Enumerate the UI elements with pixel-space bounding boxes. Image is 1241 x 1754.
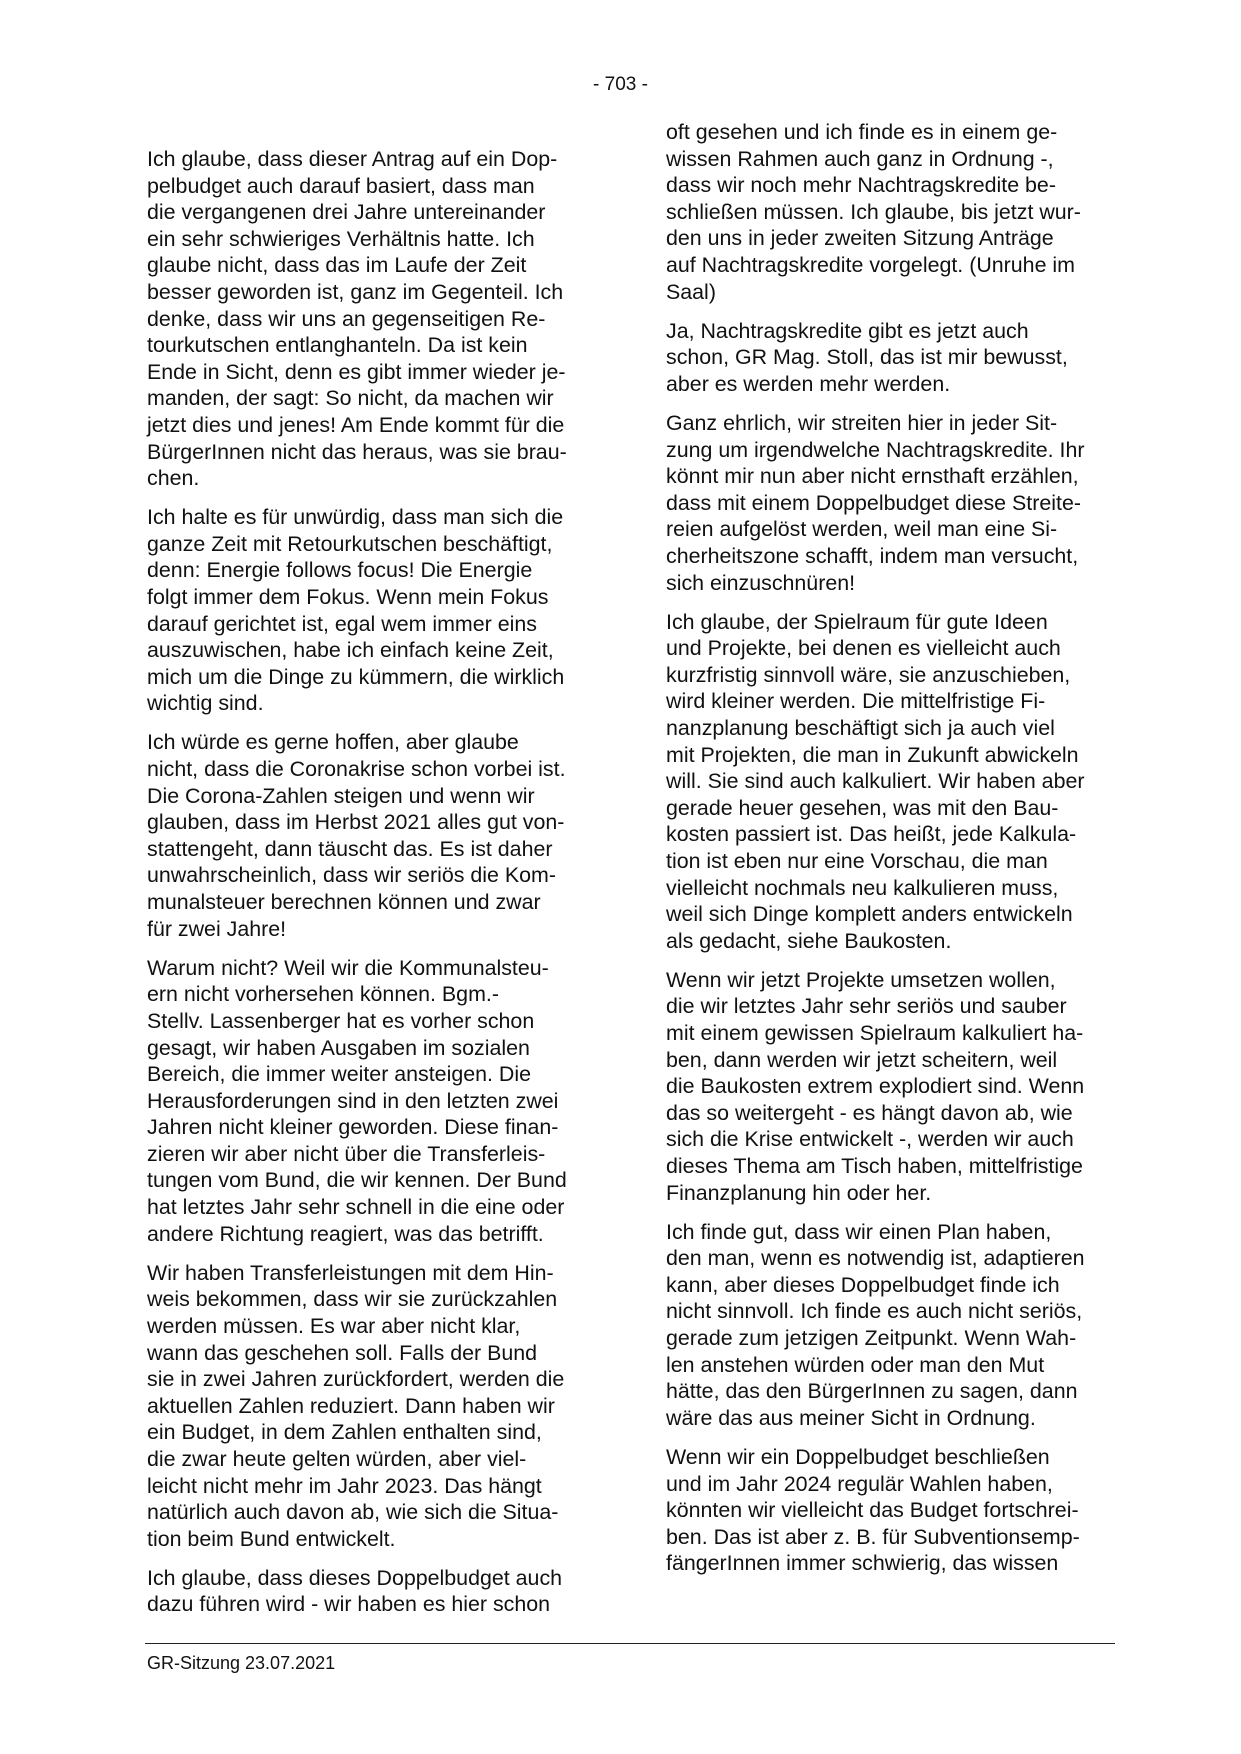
text-line: sich die Krise entwickelt -, werden wir auch: [666, 1127, 1074, 1152]
text-line: wissen Rahmen auch ganz in Ordnung -,: [666, 146, 1054, 171]
text-line: und im Jahr 2024 regulär Wahlen haben,: [666, 1471, 1053, 1496]
paragraph: [147, 146, 597, 492]
paragraph: [666, 609, 1116, 955]
text-line: dass wir noch mehr Nachtragskredite be-: [666, 173, 1056, 198]
paragraph: [666, 318, 1116, 398]
text-line: denn: Energie follows focus! Die Energie: [147, 558, 533, 583]
text-line: will. Sie sind auch kalkuliert. Wir haben aber: [666, 769, 1085, 794]
text-line: kosten passiert ist. Das heißt, jede Kalkula-: [666, 822, 1077, 847]
text-line: nanzplanung beschäftigt sich ja auch viel: [666, 715, 1055, 740]
text-line: Wenn wir ein Doppelbudget beschließen: [666, 1444, 1050, 1469]
text-line: stattengeht, dann täuscht das. Es ist daher: [147, 836, 553, 861]
text-line: Finanzplanung hin oder her.: [666, 1180, 932, 1205]
text-line: tourkutschen entlanghanteln. Da ist kein: [147, 333, 528, 358]
text-line: chen.: [147, 466, 200, 491]
text-line: könnten wir vielleicht das Budget fortschrei-: [666, 1498, 1079, 1523]
text-line: die vergangenen drei Jahre untereinander: [147, 200, 546, 225]
paragraph: [147, 1565, 597, 1618]
text-line: folgt immer dem Fokus. Wenn mein Fokus: [147, 585, 549, 609]
text-line: Ganz ehrlich, wir streiten hier in jeder Sit-: [666, 410, 1058, 435]
text-line: ern nicht vorhersehen können. Bgm.-: [147, 982, 499, 1007]
paragraph: [666, 1444, 1116, 1577]
text-line: gesagt, wir haben Ausgaben im sozialen: [147, 1035, 530, 1060]
text-line: aber es werden mehr werden.: [666, 371, 951, 396]
text-line: mich um die Dinge zu kümmern, die wirklich: [147, 664, 565, 689]
text-line: Bereich, die immer weiter ansteigen. Die: [147, 1062, 532, 1087]
text-line: Ich glaube, dass dieser Antrag auf ein Dop-: [147, 147, 558, 171]
text-line: ein Budget, in dem Zahlen enthalten sind,: [147, 1420, 542, 1445]
text-line: sie in zwei Jahren zurückfordert, werden die: [147, 1367, 565, 1392]
text-line: Ich würde es gerne hoffen, aber glaube: [147, 730, 519, 755]
text-line: zung um irgendwelche Nachtragskredite. Ihr: [666, 437, 1085, 462]
text-line: len anstehen würden oder man den Mut: [666, 1352, 1045, 1377]
text-line: wäre das aus meiner Sicht in Ordnung.: [666, 1405, 1036, 1430]
text-line: ein sehr schwieriges Verhältnis hatte. Ich: [147, 226, 535, 251]
paragraph: [147, 1260, 597, 1553]
text-line: andere Richtung reagiert, was das betrifft.: [147, 1221, 544, 1246]
text-line: natürlich auch davon ab, wie sich die Situa-: [147, 1500, 559, 1525]
paragraph: [147, 729, 597, 942]
text-line: weil sich Dinge komplett anders entwickeln: [666, 902, 1073, 927]
text-line: denke, dass wir uns an gegenseitigen Re-: [147, 306, 546, 331]
text-line: werden müssen. Es war aber nicht klar,: [147, 1313, 521, 1338]
text-line: und Projekte, bei denen es vielleicht auch: [666, 636, 1061, 661]
text-line: als gedacht, siehe Baukosten.: [666, 928, 952, 953]
text-line: kann, aber dieses Doppelbudget finde ich: [666, 1272, 1060, 1297]
text-line: dass mit einem Doppelbudget diese Streite-: [666, 490, 1081, 515]
text-line: hätte, das den BürgerInnen zu sagen, dann: [666, 1379, 1078, 1404]
text-line: weis bekommen, dass wir sie zurückzahlen: [147, 1287, 558, 1312]
text-line: Ich glaube, dass dieses Doppelbudget auch: [147, 1565, 563, 1590]
text-line: tungen vom Bund, die wir kennen. Der Bund: [147, 1168, 567, 1193]
text-line: unwahrscheinlich, dass wir seriös die Kom-: [147, 863, 556, 888]
text-line: ben, dann werden wir jetzt scheitern, weil: [666, 1047, 1058, 1072]
text-line: Ja, Nachtragskredite gibt es jetzt auch: [666, 318, 1029, 343]
paragraph: [666, 967, 1116, 1206]
paragraph: [147, 504, 597, 717]
text-line: die zwar heute gelten würden, aber viel-: [147, 1446, 527, 1471]
text-line: oft gesehen und ich finde es in einem ge-: [666, 120, 1058, 144]
paragraph: [666, 1219, 1116, 1432]
text-line: Stellv. Lassenberger hat es vorher schon: [147, 1008, 535, 1033]
text-line: gerade heuer gesehen, was mit den Bau-: [666, 795, 1059, 820]
text-line: Wir haben Transferleistungen mit dem Hin-: [147, 1260, 554, 1285]
text-line: ganze Zeit mit Retourkutschen beschäftigt,: [147, 531, 553, 556]
text-line: Warum nicht? Weil wir die Kommunalsteu-: [147, 955, 549, 980]
text-line: fängerInnen immer schwierig, das wissen: [666, 1551, 1059, 1576]
text-line: reien aufgelöst werden, weil man eine Si-: [666, 517, 1058, 542]
text-line: leicht nicht mehr im Jahr 2023. Das hängt: [147, 1473, 542, 1498]
text-line: die wir letztes Jahr sehr seriös und sauber: [666, 994, 1067, 1019]
text-line: Ich finde gut, dass wir einen Plan haben,: [666, 1219, 1052, 1244]
text-line: munalsteuer berechnen können und zwar: [147, 890, 541, 915]
text-line: hat letztes Jahr sehr schnell in die eine oder: [147, 1195, 565, 1220]
text-line: wird kleiner werden. Die mittelfristige Fi-: [666, 689, 1046, 714]
text-line: besser geworden ist, ganz im Gegenteil. Ich: [147, 279, 564, 304]
text-line: dieses Thema am Tisch haben, mittelfristige: [666, 1153, 1083, 1178]
text-line: wichtig sind.: [147, 691, 264, 716]
text-line: pelbudget auch darauf basiert, dass man: [147, 173, 535, 198]
text-line: dazu führen wird - wir haben es hier schon: [147, 1592, 551, 1617]
text-line: schließen müssen. Ich glaube, bis jetzt wur-: [666, 199, 1081, 224]
text-line: nicht sinnvoll. Ich finde es auch nicht seriös,: [666, 1299, 1083, 1324]
text-line: mit Projekten, die man in Zukunft abwickeln: [666, 742, 1079, 767]
text-line: nicht, dass die Coronakrise schon vorbei ist.: [147, 757, 566, 782]
text-line: glaube nicht, dass das im Laufe der Zeit: [147, 253, 527, 278]
paragraph: [147, 955, 597, 1248]
left-text-column: [147, 146, 597, 1630]
text-line: die Baukosten extrem explodiert sind. Wenn: [666, 1074, 1085, 1099]
text-line: kurzfristig sinnvoll wäre, sie anzuschieben,: [666, 662, 1071, 687]
text-line: Ende in Sicht, denn es gibt immer wieder je-: [147, 359, 566, 384]
text-line: sich einzuschnüren!: [666, 570, 856, 595]
text-line: könnt mir nun aber nicht ernsthaft erzählen,: [666, 464, 1079, 489]
text-line: Ich halte es für unwürdig, dass man sich die: [147, 505, 564, 530]
text-line: das so weitergeht - es hängt davon ab, wie: [666, 1100, 1073, 1125]
text-line: mit einem gewissen Spielraum kalkuliert ha-: [666, 1021, 1084, 1045]
text-line: Die Corona-Zahlen steigen und wenn wir: [147, 783, 535, 808]
paragraph: [666, 119, 1116, 305]
text-line: wann das geschehen soll. Falls der Bund: [147, 1340, 538, 1365]
text-line: glauben, dass im Herbst 2021 alles gut von-: [147, 810, 565, 835]
right-text-column: [666, 119, 1116, 1589]
text-line: auszuwischen, habe ich einfach keine Zeit,: [147, 638, 554, 663]
text-line: den man, wenn es notwendig ist, adaptieren: [666, 1246, 1085, 1271]
text-line: manden, der sagt: So nicht, da machen wir: [147, 386, 554, 411]
text-line: jetzt dies und jenes! Am Ende kommt für die: [147, 412, 565, 437]
text-line: vielleicht nochmals neu kalkulieren muss,: [666, 875, 1059, 900]
text-line: BürgerInnen nicht das heraus, was sie brau-: [147, 439, 567, 464]
text-line: Wenn wir jetzt Projekte umsetzen wollen,: [666, 967, 1056, 992]
text-line: Jahren nicht kleiner geworden. Diese finan-: [147, 1115, 559, 1140]
page-number: - 703 -: [593, 74, 648, 95]
text-line: schon, GR Mag. Stoll, das ist mir bewusst,: [666, 345, 1068, 370]
text-line: für zwei Jahre!: [147, 916, 287, 941]
footer-session-date: GR-Sitzung 23.07.2021: [147, 1653, 336, 1673]
text-line: tion ist eben nur eine Vorschau, die man: [666, 848, 1048, 873]
text-line: gerade zum jetzigen Zeitpunkt. Wenn Wah-: [666, 1326, 1077, 1351]
text-line: ben. Das ist aber z. B. für Subventionsemp-: [666, 1524, 1080, 1549]
text-line: auf Nachtragskredite vorgelegt. (Unruhe im: [666, 252, 1075, 277]
text-line: Herausforderungen sind in den letzten zwei: [147, 1088, 559, 1113]
footer-divider: [145, 1643, 1115, 1644]
paragraph: [666, 410, 1116, 596]
text-line: Ich glaube, der Spielraum für gute Ideen: [666, 609, 1048, 634]
text-line: tion beim Bund entwickelt.: [147, 1526, 396, 1551]
text-line: den uns in jeder zweiten Sitzung Anträge: [666, 226, 1054, 251]
text-line: darauf gerichtet ist, egal wem immer eins: [147, 611, 537, 636]
text-line: aktuellen Zahlen reduziert. Dann haben wir: [147, 1393, 555, 1418]
text-line: cherheitszone schafft, indem man versucht,: [666, 543, 1079, 568]
text-line: Saal): [666, 279, 716, 304]
text-line: zieren wir aber nicht über die Transferleis-: [147, 1141, 546, 1166]
